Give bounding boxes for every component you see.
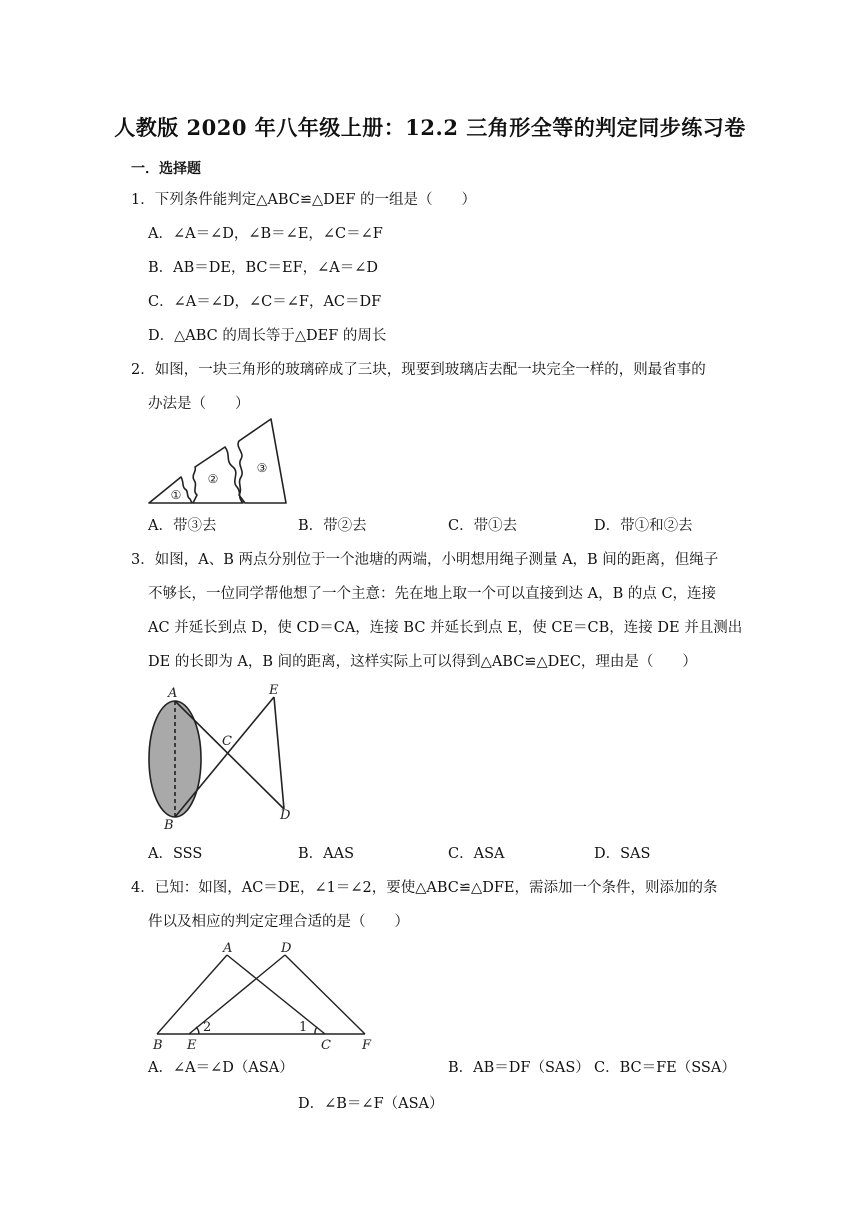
point-label-d: D <box>281 941 292 956</box>
broken-glass-figure <box>145 415 295 510</box>
question-4-option-d: D．∠B＝∠F（ASA） <box>298 1096 444 1112</box>
point-label-f: F <box>362 1038 372 1053</box>
question-1-option-b: B．AB＝DE，BC＝EF，∠A＝∠D <box>148 260 379 276</box>
question-3-option-b: B．AAS <box>298 846 355 862</box>
question-2-option-a: A．带③去 <box>148 518 217 534</box>
question-3-stem-line-1: 3．如图，A、B 两点分别位于一个池塘的两端，小明想用绳子测量 A，B 间的距离，但绳子 <box>131 552 719 568</box>
question-1-stem: 1．下列条件能判定△ABC≌△DEF 的一组是（ ） <box>131 192 477 208</box>
point-label-b: B <box>164 818 174 833</box>
question-1-option-a: A．∠A＝∠D，∠B＝∠E，∠C＝∠F <box>148 226 383 242</box>
point-label-b: B <box>153 1038 163 1053</box>
question-1-option-d: D．△ABC 的周长等于△DEF 的周长 <box>148 328 387 344</box>
point-label-d: D <box>280 808 291 823</box>
point-label-e: E <box>187 1038 197 1053</box>
glass-label-1: ① <box>170 488 182 502</box>
question-1-option-c: C．∠A＝∠D，∠C＝∠F，AC＝DF <box>148 294 382 310</box>
segment-ed <box>274 697 284 809</box>
question-4-option-b: B．AB＝DF（SAS） <box>448 1060 590 1076</box>
segment-ba <box>157 955 227 1034</box>
question-3-stem-line-4: DE 的长即为 A，B 间的距离，这样实际上可以得到△ABC≌△DEC，理由是（ ） <box>148 654 697 670</box>
question-2-option-b: B．带②去 <box>298 518 367 534</box>
angle-2-arc <box>196 1027 199 1034</box>
question-2-stem-line-2: 办法是（ ） <box>148 396 250 412</box>
question-2-option-d: D．带①和②去 <box>594 518 693 534</box>
question-3-stem-line-3: AC 并延长到点 D，使 CD＝CA，连接 BC 并延长到点 E，使 CE＝CB，连接 DE 并且测出 <box>148 620 743 636</box>
angle-1-arc <box>315 1027 317 1034</box>
point-label-a: A <box>168 686 178 701</box>
question-3-option-c: C．ASA <box>448 846 505 862</box>
page-title: 人教版 2020 年八年级上册：12.2 三角形全等的判定同步练习卷 <box>114 115 746 140</box>
angle-label-2: 2 <box>203 1020 212 1035</box>
question-3-stem-line-2: 不够长，一位同学帮他想了一个主意：先在地上取一个可以直接到达 A，B 的点 C，连接 <box>148 586 717 602</box>
segment-df <box>285 955 365 1034</box>
section-heading: 一．选择题 <box>131 161 201 177</box>
pond-figure <box>145 683 305 833</box>
point-label-e: E <box>269 683 279 698</box>
question-4-stem-line-1: 4．已知：如图，AC＝DE，∠1＝∠2，要使△ABC≌△DFE，需添加一个条件，则添加的条 <box>131 880 718 896</box>
glass-label-2: ② <box>207 472 219 486</box>
question-3-option-d: D．SAS <box>594 846 651 862</box>
point-label-c: C <box>321 1038 331 1053</box>
segment-ac <box>227 955 325 1034</box>
two-triangles-figure <box>145 937 385 1055</box>
question-4-option-c: C．BC＝FE（SSA） <box>594 1060 736 1076</box>
angle-label-1: 1 <box>299 1020 308 1035</box>
question-3-option-a: A．SSS <box>148 846 203 862</box>
question-2-stem-line-1: 2．如图，一块三角形的玻璃碎成了三块，现要到玻璃店去配一块完全一样的，则最省事的 <box>131 362 706 378</box>
glass-label-3: ③ <box>256 461 268 475</box>
point-label-c: C <box>222 734 232 749</box>
question-4-stem-line-2: 件以及相应的判定定理合适的是（ ） <box>148 914 409 930</box>
point-label-a: A <box>223 941 233 956</box>
question-4-option-a: A．∠A＝∠D（ASA） <box>148 1060 294 1076</box>
question-2-option-c: C．带①去 <box>448 518 518 534</box>
